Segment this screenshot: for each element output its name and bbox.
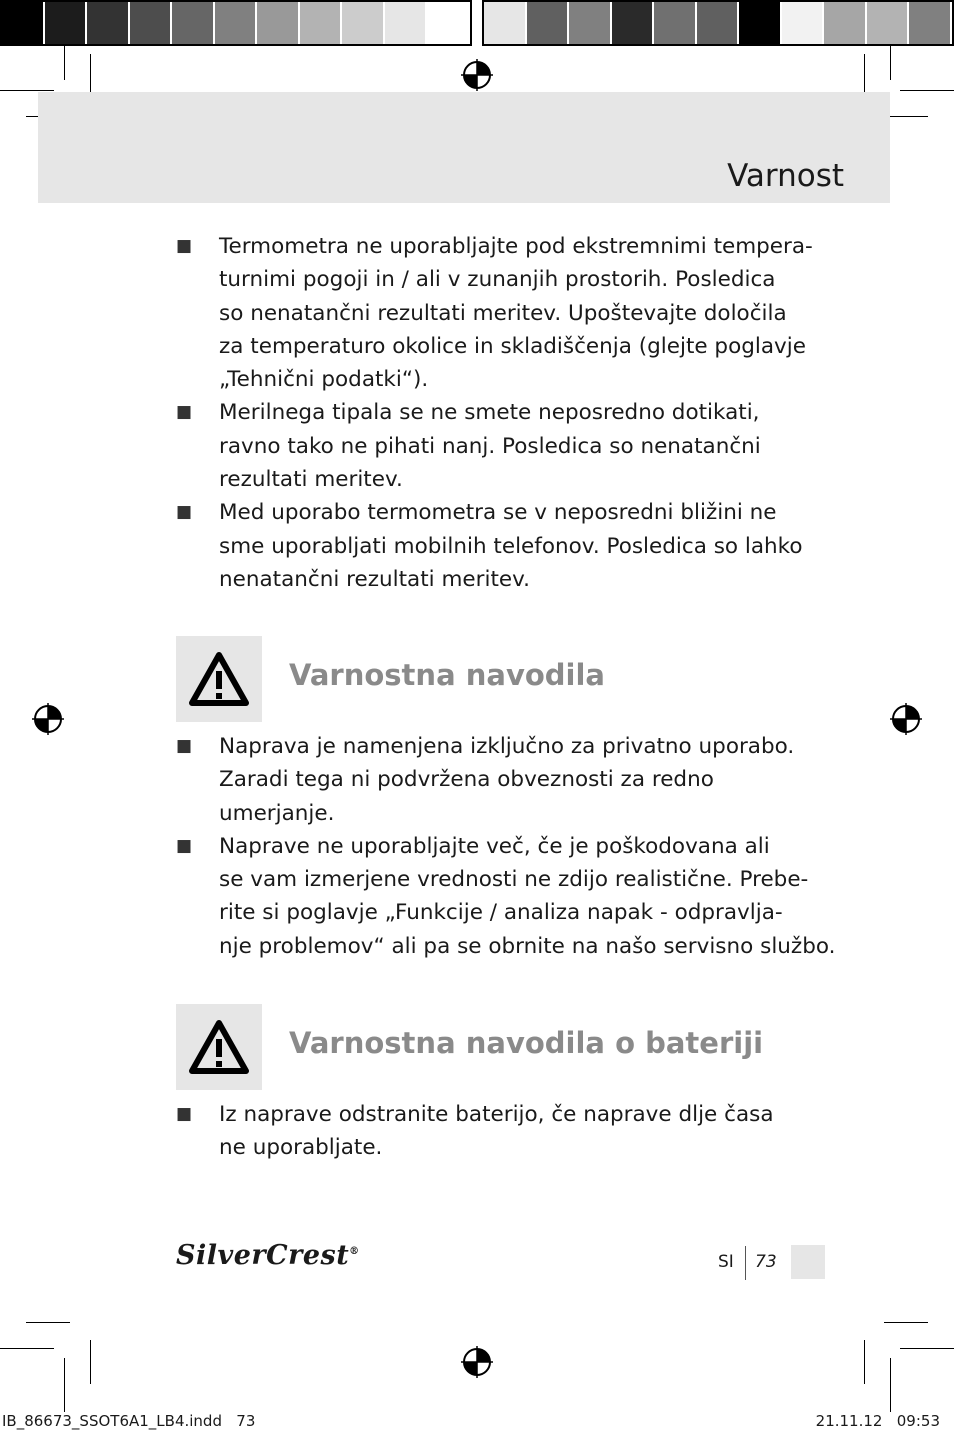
bullet-text-line: Naprava je namenjena izključno za privatno uporabo. — [219, 734, 795, 759]
color-swatch — [257, 2, 300, 44]
slug-datetime: 21.11.12 09:53 — [815, 1412, 940, 1430]
crop-mark — [26, 1322, 70, 1323]
bullet-text-line: nenatančni rezultati meritev. — [219, 566, 530, 592]
bullet-text-line: umerjanje. — [219, 800, 335, 826]
crop-mark — [0, 1348, 54, 1349]
color-swatch — [782, 2, 825, 44]
bullet-square-icon: ■ — [176, 502, 193, 523]
bullet-text-line: se vam izmerjene vrednosti ne zdijo realistične. Prebe- — [219, 867, 809, 893]
brand-name: SilverCrest — [176, 1240, 350, 1271]
bullet-text-line: ne uporabljate. — [219, 1135, 383, 1161]
color-swatch — [654, 2, 697, 44]
color-swatch — [739, 2, 782, 44]
section-title-safety: Varnostna navodila — [289, 658, 605, 692]
safety-bullet-list — [176, 730, 836, 963]
bullet-text-line: Med uporabo termometra se v neposredni bližini ne — [219, 500, 777, 526]
registration-mark-icon — [461, 59, 493, 91]
crop-mark — [64, 46, 65, 80]
warning-box — [176, 636, 262, 722]
color-swatch — [569, 2, 612, 44]
crop-mark — [890, 46, 891, 80]
brand-logo — [176, 1240, 360, 1271]
crop-mark — [890, 1358, 891, 1412]
color-swatch — [824, 2, 867, 44]
crop-mark — [0, 90, 54, 91]
page-title: Varnost — [727, 158, 844, 194]
warning-triangle-icon — [188, 1019, 250, 1075]
color-swatch — [427, 2, 470, 44]
language-code: SI — [718, 1252, 734, 1272]
crop-mark — [884, 116, 928, 117]
bullet-text-line: sme uporabljati mobilnih telefonov. Posledica so lahko — [219, 533, 803, 559]
color-swatch — [385, 2, 428, 44]
bullet-square-icon: ■ — [176, 835, 193, 856]
bullet-item — [176, 230, 813, 396]
page-number-separator — [745, 1246, 746, 1280]
page-tab-box — [791, 1245, 825, 1279]
registration-mark-icon — [890, 703, 922, 735]
color-swatch — [342, 2, 385, 44]
color-swatch — [697, 2, 740, 44]
bullet-text-line: „Tehnični podatki“). — [219, 367, 429, 393]
color-bar-right — [482, 0, 954, 46]
bullet-item — [176, 396, 782, 496]
bullet-item — [176, 1098, 782, 1165]
bullet-square-icon: ■ — [176, 236, 193, 256]
color-swatch — [172, 2, 215, 44]
registration-mark-icon — [461, 1346, 493, 1378]
registration-mark-icon — [32, 703, 64, 735]
trademark-mark: ® — [349, 1246, 360, 1257]
color-swatch — [527, 2, 570, 44]
battery-section — [176, 1098, 782, 1165]
color-swatch — [2, 2, 45, 44]
crop-mark — [90, 1340, 91, 1384]
warning-box — [176, 1004, 262, 1090]
bullet-item — [176, 830, 836, 963]
bullet-text-line: za temperaturo okolice in skladiščenja (glejte poglavje — [219, 333, 806, 359]
bullet-text-line: rite si poglavje „Funkcije / analiza napak - odpravlja- — [219, 900, 783, 926]
crop-mark — [900, 1348, 954, 1349]
bullet-item — [176, 496, 803, 596]
crop-mark — [64, 1358, 65, 1412]
color-swatch — [87, 2, 130, 44]
color-swatch — [612, 2, 655, 44]
bullet-text-line: Merilnega tipala se ne smete neposredno dotikati, — [219, 400, 760, 426]
bullet-text-line: Zaradi tega ni podvržena obveznosti za redno — [219, 767, 714, 793]
bullet-text-line: Iz naprave odstranite baterijo, če naprave dlje časa — [219, 1102, 774, 1127]
bullet-text-line: Naprave ne uporabljajte več, če je poškodovana ali — [219, 833, 770, 859]
bullet-square-icon: ■ — [176, 1104, 193, 1124]
bullet-square-icon: ■ — [176, 736, 193, 756]
warning-triangle-icon — [188, 651, 250, 707]
color-swatch — [484, 2, 527, 44]
color-swatch — [867, 2, 910, 44]
color-swatch — [215, 2, 258, 44]
bullet-text-line: so nenatančni rezultati meritev. Upoštevajte določila — [219, 300, 787, 326]
bullet-text-line: rezultati meritev. — [219, 467, 403, 493]
intro-bullet-list — [176, 230, 813, 596]
bullet-text-line: turnimi pogoji in / ali v zunanjih prostorih. Posledica — [219, 267, 776, 293]
crop-mark — [864, 1340, 865, 1384]
battery-bullet-list — [176, 1098, 782, 1165]
bullet-text-line: nje problemov“ ali pa se obrnite na našo servisno službo. — [219, 933, 836, 959]
color-swatch — [909, 2, 952, 44]
intro-section — [176, 230, 813, 596]
crop-mark — [900, 90, 954, 91]
color-swatch — [45, 2, 88, 44]
bullet-item — [176, 730, 795, 830]
bullet-text-line: ravno tako ne pihati nanj. Posledica so nenatančni — [219, 433, 761, 459]
bullet-square-icon: ■ — [176, 402, 193, 423]
safety-section — [176, 730, 836, 963]
slug-file-info: IB_86673_SSOT6A1_LB4.indd 73 — [2, 1412, 256, 1430]
section-title-battery: Varnostna navodila o bateriji — [289, 1026, 764, 1060]
color-swatch — [300, 2, 343, 44]
color-swatch — [130, 2, 173, 44]
color-bar-left — [0, 0, 472, 46]
bullet-text-line: Termometra ne uporabljajte pod ekstremnimi tempera- — [219, 234, 813, 259]
page-number: 73 — [755, 1252, 777, 1272]
crop-mark — [884, 1322, 928, 1323]
